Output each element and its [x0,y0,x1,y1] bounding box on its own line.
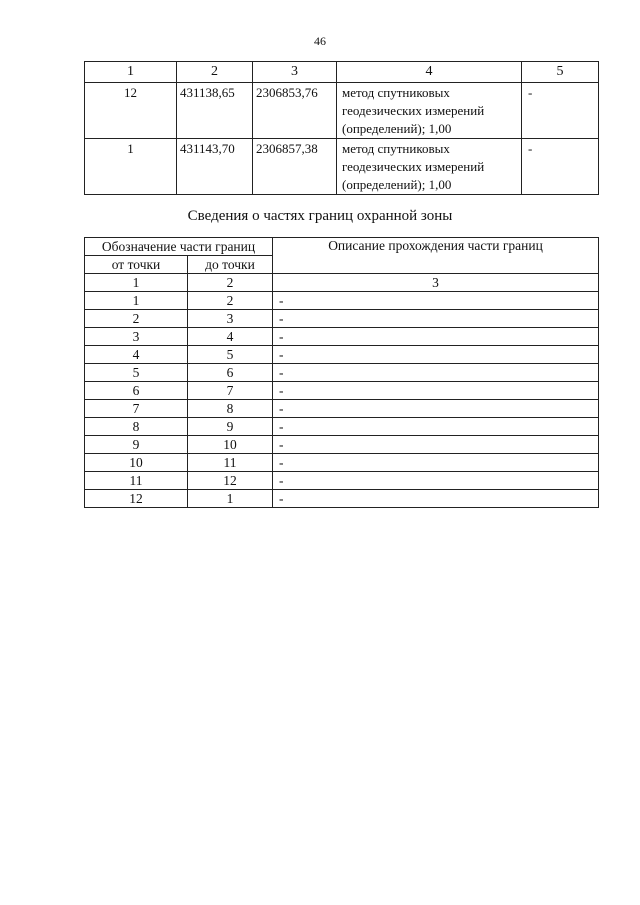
from-point-cell: 8 [85,418,188,436]
from-point-cell: 11 [85,472,188,490]
boundary-rows [85,292,599,508]
page-number: 46 [314,34,326,48]
to-point-cell: 2 [188,292,273,310]
method-line: геодезических измерений [342,159,485,174]
description-cell: - [273,400,599,418]
to-point-cell: 6 [188,364,273,382]
table-row [85,310,599,328]
description-cell: - [273,490,599,508]
header-cell: 3 [253,62,337,83]
method-line: (определений); 1,00 [342,121,452,136]
description-cell: - [273,310,599,328]
to-point-cell: 8 [188,400,273,418]
table-row [85,328,599,346]
description-cell: - [273,382,599,400]
to-point-cell: 10 [188,436,273,454]
description-cell: - [273,292,599,310]
coordinates-table [84,61,599,195]
table-row [85,436,599,454]
from-point-cell: 12 [85,490,188,508]
from-point-cell: 7 [85,400,188,418]
from-point-cell: 4 [85,346,188,364]
description-cell: - [273,436,599,454]
from-point-cell: 6 [85,382,188,400]
table-row [85,472,599,490]
method-line: геодезических измерений [342,103,485,118]
number-cell: 2 [188,274,273,292]
description-cell: - [273,364,599,382]
header-cell: 5 [522,62,599,83]
boundary-number-row [85,274,599,292]
y-coordinate-cell: 2306857,38 [253,139,337,195]
from-point-cell: 3 [85,328,188,346]
table-row [85,292,599,310]
to-point-cell: 5 [188,346,273,364]
x-coordinate-cell: 431143,70 [177,139,253,195]
table-row [85,490,599,508]
header-to-cell: до точки [188,256,273,274]
header-cell: 1 [85,62,177,83]
table-row [85,400,599,418]
method-line: метод спутниковых [342,85,450,100]
header-description-cell: Описание прохождения части границ [273,238,599,274]
boundary-header-row [85,238,599,256]
from-point-cell: 5 [85,364,188,382]
table-row [85,139,599,195]
method-cell [337,83,522,139]
to-point-cell: 1 [188,490,273,508]
table-row [85,382,599,400]
header-group-cell: Обозначение части границ [85,238,273,256]
method-line: (определений); 1,00 [342,177,452,192]
from-point-cell: 9 [85,436,188,454]
y-coordinate-cell: 2306853,76 [253,83,337,139]
section-title: Сведения о частях границ охранной зоны [187,208,453,224]
method-line: метод спутниковых [342,141,450,156]
to-point-cell: 4 [188,328,273,346]
from-point-cell: 1 [85,292,188,310]
header-cell: 2 [177,62,253,83]
to-point-cell: 3 [188,310,273,328]
from-point-cell: 2 [85,310,188,328]
to-point-cell: 9 [188,418,273,436]
point-cell: 12 [85,83,177,139]
boundary-parts-table [84,237,599,508]
table-row [85,418,599,436]
to-point-cell: 12 [188,472,273,490]
x-coordinate-cell: 431138,65 [177,83,253,139]
description-cell: - [273,454,599,472]
header-cell: 4 [337,62,522,83]
number-cell: 1 [85,274,188,292]
point-cell: 1 [85,139,177,195]
description-cell: - [273,328,599,346]
description-cell: - [273,472,599,490]
header-from-cell: от точки [85,256,188,274]
method-cell [337,139,522,195]
note-cell: - [522,139,599,195]
to-point-cell: 11 [188,454,273,472]
table-row [85,364,599,382]
description-cell: - [273,418,599,436]
number-cell: 3 [273,274,599,292]
table-row [85,454,599,472]
table-row [85,83,599,139]
description-cell: - [273,346,599,364]
coordinates-header-row [85,62,599,83]
to-point-cell: 7 [188,382,273,400]
from-point-cell: 10 [85,454,188,472]
note-cell: - [522,83,599,139]
table-row [85,346,599,364]
